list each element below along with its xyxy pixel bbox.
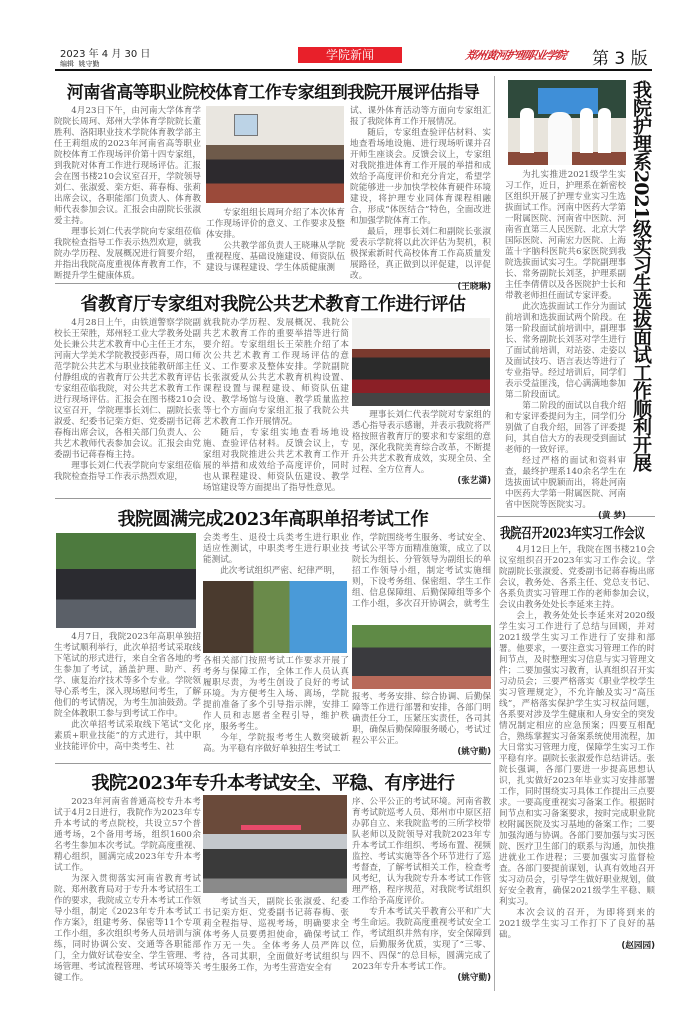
paragraph: 序、公平公正的考试环境。河南省教育考试院巡考人员、郑州市中原区招办郭自立、来我院监考的三所学校带队老师以及院领导对我院2023年专升本考试工作组织、考场布置、视频监控、考试实施等各个环节进行了巡考督查，了解考试相关工作，检查考风考纪，认为我院专升本考试工作管理严格，程序规范，对我院考试组织工作给予高度评价。 — [352, 797, 491, 906]
article-column — [352, 410, 491, 487]
column-divider — [494, 76, 495, 991]
article-column — [206, 208, 345, 274]
paragraph: 会上，教务处处长李延来对2020级学生实习工作进行了总结与回顾，并对2021级学生实习工作进行了安排和部署。他要求，一要注意实习管理工作的时间节点，及时整理实习信息与实习管理文件；二要加强实习教育，认真组织召开实习动员会；三要严格落实《职业学校学生实习管理规定》，不允许触及实习“高压线”，严格落实保护学生实习权益问题，各系要对涉及学生健康和人身安全的突发情况制定相应的应急预案；四要互相配合，熟练掌握实习备案系统使用流程，加大日常实习管理力度，保障学生实习工作平稳有序。副院长张淑爱作总结讲话。张院长强调，各部门要进一步提高思想认识，扎实做好2023年毕业实习安排部署工作，同时围绕实习具体工作提出三点要求。一要高度重视实习备案工作。根据时间节点和实习备案要求，按时完成职业院校附属医院及实习基地的备案工作；二要加强沟通与协调。各部门要加强与实习医院、医疗卫生部门的联系与沟通，加快推进就业工作进程；三要加强实习监督检查。各部门要提前谋划，认真有效地召开实习动员会，引导学生做好职业规划，做好安全教育，确保2021级学生平稳、顺利实习。 — [499, 611, 655, 907]
paragraph: 随后，专家组实地查看场地设施、查验评估材料。反馈会议上，专家组对我院推进公共艺术教育工作开展的举措和成效给予高度评价，同时也从课程建设、师资队伍建设、教学场馆建设等方面提出了指导性意见。 — [203, 428, 349, 493]
article-column — [352, 533, 491, 610]
article-column — [203, 656, 349, 755]
paragraph: 作，学院围绕考生服务、考试安全、考试公平等方面精准施策，成立了以院长为组长、分管领导为副组长的单招工作领导小组，制定考试实施细则，下设考务组、保密组、学生工作组、信息保障组、后勤保障组等多个工作小组，多次召开协调会，就考生 — [352, 533, 491, 609]
paragraph: 理事长刘仁代表学院对专家组的悉心指导表示感谢，并表示我院将严格按照省教育厅的要求和专家组的意见，深化我院美育综合改革，不断提升公共艺术教育成效，实现全员、全过程、全方位育人。 — [352, 410, 491, 475]
exam-notice-photo — [203, 581, 347, 653]
article-title: 我院2023年专升本考试安全、平稳、有序进行 — [91, 773, 455, 794]
article-column — [203, 318, 349, 494]
header-rule — [55, 69, 652, 71]
article-column — [352, 797, 491, 984]
paragraph: 就我院办学历程、发展概况、我院公共艺术教育工作的重要举措等进行简要介绍。专家组组长王荣胜介绍了本次公共艺术教育工作现场评估的意义、工作要求及整体安排。学院副院长张淑爱从公共艺术教育机构设置、课程设置与课程建设、师资队伍建设、教学场馆与设施、教学质量监控等七个方面向专家组汇报了我院公共艺术教育工作开展情况。 — [203, 318, 349, 427]
article-title: 我院召开2023年实习工作会议 — [500, 526, 645, 542]
author-credit: (姚守勤) — [457, 973, 491, 983]
paragraph: 4月23日下午，由河南大学体育学院院长周珂、郑州大学体育学院院长董胜利、洛阳职业技术学院体育教学部主任王莉组成的2023年河南省高等职业院校体育工作现场评价第十四专家组，到我院对体育工作进行现场评估。汇报会在图书楼210会议室召开，学院领导刘仁、张淑爱、栾方炬、蒋春梅、张莉出席会议，各职能部门负责人、体育教师代表参加会议。汇报会由副院长张淑爱主持。 — [54, 106, 201, 226]
article-title: 河南省高等职业院校体育工作专家组到我院开展评估指导 — [66, 83, 480, 103]
editor-credit: 编辑 姚守勤 — [60, 60, 100, 68]
author-credit: (张艺潇) — [457, 476, 491, 486]
article-column — [54, 106, 201, 282]
article-column — [352, 692, 491, 758]
meeting-photo — [206, 106, 344, 203]
exam-day-photo — [203, 795, 347, 893]
paragraph: 考试当天，副院长张淑爱、纪委书记栾方炬、党委副书记蒋春梅、张莉全程指导、巡视考场，明确要求全体考务人员要勇担使命，确保考试工作万无一失。全体考务人员严阵以待，各司其职，全面做好考试组织与考生服务工作，为考生营造安全有 — [203, 897, 349, 973]
paragraph: 本次会议的召开，为即将到来的2021级学生实习工作打下了良好的基础。 — [499, 908, 655, 940]
article-column — [499, 545, 655, 952]
inspection-photo — [352, 318, 490, 406]
paragraph: 公共教学部负责人王晓琳从学院重视程度、基础设施建设、师资队伍建设与课程建设、学生体质健康测 — [206, 241, 345, 273]
author-credit: (赵园园) — [621, 941, 655, 951]
author-credit: (姚守勤) — [457, 747, 491, 757]
paragraph: 为扎实推进2021级学生实习工作，近日，护理系在新密校区组织开展了护理专业实习生选拔面试工作。河南中医药大学第一附属医院、河南省中医院、河南省直第三人民医院、北京大学国际医院、河南宏力医院、上海蓝十字脑科医院共6家医院到我院选拔面试实习生。学院副理事长、常务副院长刘茎，护理系副主任李倩倩以及各医院护士长和带教老师担任面试专家评委。 — [505, 170, 626, 301]
paragraph: 今年，学院报考考生人数突破新高。为平稳有序做好单独招生考试工 — [203, 733, 349, 754]
paragraph: 试、课外体育活动等方面向专家组汇报了我院体育工作开展情况。 — [350, 106, 491, 127]
paragraph: 此次考试组织严密、纪律严明， — [220, 566, 341, 576]
article-column — [203, 897, 349, 974]
article-column — [54, 318, 201, 483]
section-divider — [55, 763, 491, 764]
paragraph: 理事长刘仁代表学院向专家组莅临我院检查指导工作表示热烈欢迎， — [54, 461, 201, 482]
paragraph: 2023年河南省普通高校专升本考试于4月2日进行，我院作为2023年专升本考试的考点院校，共设立57个普通考场，2个备用考场，组织1600余名考生参加本次考试。学院高度重视、精心组织，圆满完成2023年专升本考试工作。 — [54, 797, 201, 873]
paragraph: 经过严格的面试和资料审查，最终护理系140余名学生在选拔面试中脱颖而出，将赴河南中医药大学第一附属医院、河南省中医院等医院实习。 — [505, 456, 626, 510]
section-label: 学院新闻 — [298, 47, 402, 63]
article-column — [203, 533, 349, 577]
article-title: 省教育厅专家组对我院公共艺术教育工作进行评估 — [80, 294, 466, 315]
paragraph: 专家组组长周珂介绍了本次体育工作现场评价的意义、工作要求及整体安排。 — [206, 208, 345, 240]
article-column — [54, 797, 201, 984]
paragraph: 随后，专家组查验评估材料、实地查看场地设施、进行现场听课并召开师生座谈会。反馈会议上，专家组对我院推进体育工作开展的举措和成效给予高度评价和充分肯定，希望学院能够进一步加快学校体育硬件环境建设，将护理专业同体育课程相融合，形成“体医结合”特色，全面改进和加强学院体育工作。 — [350, 128, 491, 226]
paragraph: 最后，理事长刘仁和副院长张淑爱表示学院将以此次评估为契机，积极探索新时代高校体育工作高质量发展路径，真正做到以评促建，以评促改。 — [350, 227, 491, 281]
paragraph: 会类考生、退役士兵类考生进行职业适应性测试，中职类考生进行职业技能测试。 — [203, 533, 349, 565]
paragraph: 专升本考试关乎教育公平和广大考生命运。我院高度重视考试安全工作，考试组织井然有序，安全保障到位，后勤服务优质，实现了“三零、四不、四保”的总目标，圆满完成了2023年专升本考试工作。 — [352, 907, 491, 972]
interview-photo — [508, 80, 626, 165]
paragraph: 此次单招考试采取线下笔试“文化素质+职业技能”的方式进行，其中职业技能评价中，高中类考生、社 — [54, 720, 201, 752]
page-number: 第 3 版 — [592, 49, 648, 69]
paragraph: 4月12日上午，我院在图书楼210会议室组织召开2023年实习工作会议。学院副院长张淑爱、党委副书记蒋春梅出席会议，教务处、各系主任、党总支书记、各系负责实习管理工作的老师参加会议，会议由教务处处长李延来主持。 — [499, 545, 655, 610]
students-crowd-photo — [352, 625, 491, 689]
paragraph: 第二阶段的面试以自我介绍和专家评委提问为主，同学们分别做了自我介绍，回答了评委提问，其自信大方的表现受到面试老师的一致好评。 — [505, 401, 626, 455]
article-column — [505, 170, 626, 522]
issue-date: 2023 年 4 月 30 日 — [60, 49, 151, 60]
article-title: 我院圆满完成2023年高职单招考试工作 — [117, 509, 429, 530]
paragraph: 理事长刘仁代表学院向专家组莅临我院检查指导工作表示热烈欢迎，就我院办学历程、发展概况进行简要介绍，并指出我院高度重视体育教育工作，不断提升学生健康体质。 — [54, 227, 201, 281]
masthead-logo: 郑州黄河护理职业学院 — [464, 49, 568, 62]
paragraph: 报考、考务安排、综合协调、后勤保障等工作进行部署和安排，各部门明确责任分工，压紧压实责任，各司其职，确保后勤保障服务暖心，考试过程公平公正。 — [352, 692, 491, 746]
author-credit: (黄 梦) — [597, 511, 626, 521]
paragraph: 4月28日上午，由铁道警察学院副校长王荣胜，郑州轻工业大学教务处副处长兼公共艺术教育中心主任王才东，河南大学美术学院教授彭西春，周口师范学院公共艺术与职业技能教研部主任付静组成的省教育厅公共艺术教育评估专家组莅临我院，对公共艺术教育工作进行现场评估。汇报会在图书楼210会议室召开，学院理事长刘仁、副院长张淑爱、纪委书记栾方炬、党委副书记蒋春梅出席会议，各相关部门负责人、公共艺术教师代表参加会议。汇报会由党委副书记蒋春梅主持。 — [54, 318, 201, 460]
paragraph: 此次选拔面试工作分为面试前培训和选拔面试两个阶段。在第一阶段面试前培训中，副理事长、常务副院长刘茎对学生进行了面试前培训，对站姿、走姿以及面试技巧、语言表达等进行了专业指导。经过培训后，同学们表示受益匪浅，信心满满地参加第二阶段面试。 — [505, 302, 626, 400]
paragraph: 各相关部门按照考试工作要求开展了考务与保障工作，全体工作人员认真履职尽责，为考生创设了良好的考试环境。为方便考生入场、离场，学院提前准备了多个引导指示牌，安排工作人员和志愿者全程引导，维护秩序，服务考生。 — [203, 656, 349, 732]
section-divider — [55, 498, 491, 499]
paragraph: 4月7日，我院2023年高职单独招生考试顺利举行，此次单招考试采取线下笔试的形式进行，来自全省各地的考生参加了考试，涵盖护理、助产、药学、康复治疗技术等多个专业。学院领导心系考生，深入现场慰问考生，了解他们的考试情况，为考生加油鼓劲。学院全体教职工参与到考试工作中。 — [54, 632, 201, 719]
vertical-article-title: 我院护理系2021级实习生选拔面试工作顺利开展 — [630, 80, 652, 471]
author-credit: (王晓琳) — [457, 282, 491, 292]
paragraph: 为深入贯彻落实河南省教育考试院、郑州教育局对于专升本考试招生工作的要求，我院成立专升本考试工作领导小组，制定《2023年专升本考试工作方案》，组建考务、保密等11个专项工作小组，多次组织考务人员培训与演练，同时协调公安、交通等各职能部门，全力做好试卷安全、学生管理、考场管理、考试流程管理、考试环境等关键工作。 — [54, 874, 201, 983]
article-column — [54, 632, 201, 753]
leaders-walking-photo — [56, 533, 196, 628]
article-column — [350, 106, 491, 293]
